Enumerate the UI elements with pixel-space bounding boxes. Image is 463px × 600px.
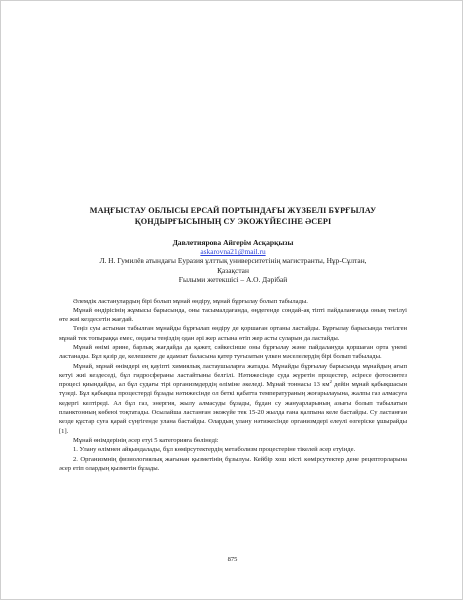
- body-paragraph: Мұнай өндірісінің жұмысы барысында, оны тасымалдағанда, өңдегенде сондай-ақ тіпті пайдаланғанда оның төгілуі өте жиі кездесетін жағдай.: [59, 306, 407, 324]
- title-line: ҚОНДЫРҒЫСЫНЫҢ СУ ЭКОЖҮЙЕСІНЕ ӘСЕРІ: [134, 217, 332, 226]
- title-line: МАҢҒЫСТАУ ОБЛЫСЫ ЕРСАЙ ПОРТЫНДАҒЫ ЖҮЗБЕЛІ БҰРҒЫЛАУ: [89, 206, 377, 215]
- body-paragraph: Мұнай өнімдерінің әсер етуі 5 категорияға бөлінеді:: [73, 436, 219, 444]
- superscript: 2: [329, 379, 332, 384]
- list-item: 1. Улану өлімнен айқындалады, бұл көмірсутектердің метаболизм процестеріне тікелей әсер етуінде.: [73, 446, 356, 454]
- article-title: [59, 205, 407, 227]
- affiliation-line: Л. Н. Гумилёв атындағы Еуразия ұлттық университетінің магистранты, Нұр-Сұлтан,: [99, 256, 367, 265]
- body-paragraph: Әлемдік ластанулардың бірі болып мұнай өндіру, мұнай бұрғылау болып табылады.: [73, 297, 308, 305]
- supervisor-line: Ғылыми жетекшісі – А.О. Дәрібай: [178, 275, 288, 284]
- body-paragraph: Мұнай, мұнай өнімдері ең қауіпті химиялық ластаушыларға жатады. Мұнайды бұрғылау барысында мұнайдың ағып кетуі жиі кездеседі, бұл гидросфераны ластайтыны белгілі. Нәтижесінде суда жүретін процестер, әсіресе фотосинтез процесі қиындайды, ал бұл судағы тірі организмдердің өліміне әкеледі. Мұнай тоннасы 13 $км^2$ дейін мұнай қабықшасын түзеді. Бұл қабықша процестерді бұзады нәтижесінде ол беткі қабатта температураның жоғарылауына, жалпы газ алмасуға кедергі келтіреді. Ал бұл газ, энергия, жылу алмасуды бұзады, бұдан су жануарларының азығы болып табылатын планктонның көбеюі тоқтатады. Осылайша ластанған экожүйе тек 15-20 жылда ғана қалпына келе бастайды. Су ластанған кезде құстар суға қарай сүңгігенде улана бастайды. Олардың улану нәтижесінде организмдері елеулі өзгеріске ұшырайды [1].: [59, 362, 408, 435]
- page-number: 875: [227, 556, 238, 563]
- author-email-link[interactable]: askarovna21@mail.ru: [200, 247, 266, 256]
- article-body: [59, 297, 407, 474]
- affiliation-line: Қазақстан: [217, 265, 249, 275]
- body-paragraph: Мұнай өнімі әрине, барлық жағдайда да қажет, сәйкесінше оны бұрғылау және пайдалануда қоршаған орта үнемі ластанады. Бұл қазір де, келешекте де адамзат баласына қатер туғызатын үлкен мәселелердің бірі болып табылады.: [59, 343, 407, 361]
- body-paragraph: Теңіз суы астынан табылған мұнайды бұрғылап өндіру де қоршаған ортаны ластайды. Бұрғылау барысында төгілген мұнай тек топыраққа емес, ондағы теңіздің одан әрі жер астына өтіп жер асты суларын да ластайды.: [59, 325, 407, 342]
- author-name: Давлетиярова Айгерім Асқарқызы: [172, 238, 294, 247]
- list-item: 2. Организмнің физиологиялық жағынан қызметінің бұзылуы. Кейбір хош иісті көмірсутектер дене рецепторларына әсер етіп олардың қызметін бұзады.: [59, 455, 407, 472]
- author-block: [59, 238, 407, 285]
- article-content: [59, 205, 407, 473]
